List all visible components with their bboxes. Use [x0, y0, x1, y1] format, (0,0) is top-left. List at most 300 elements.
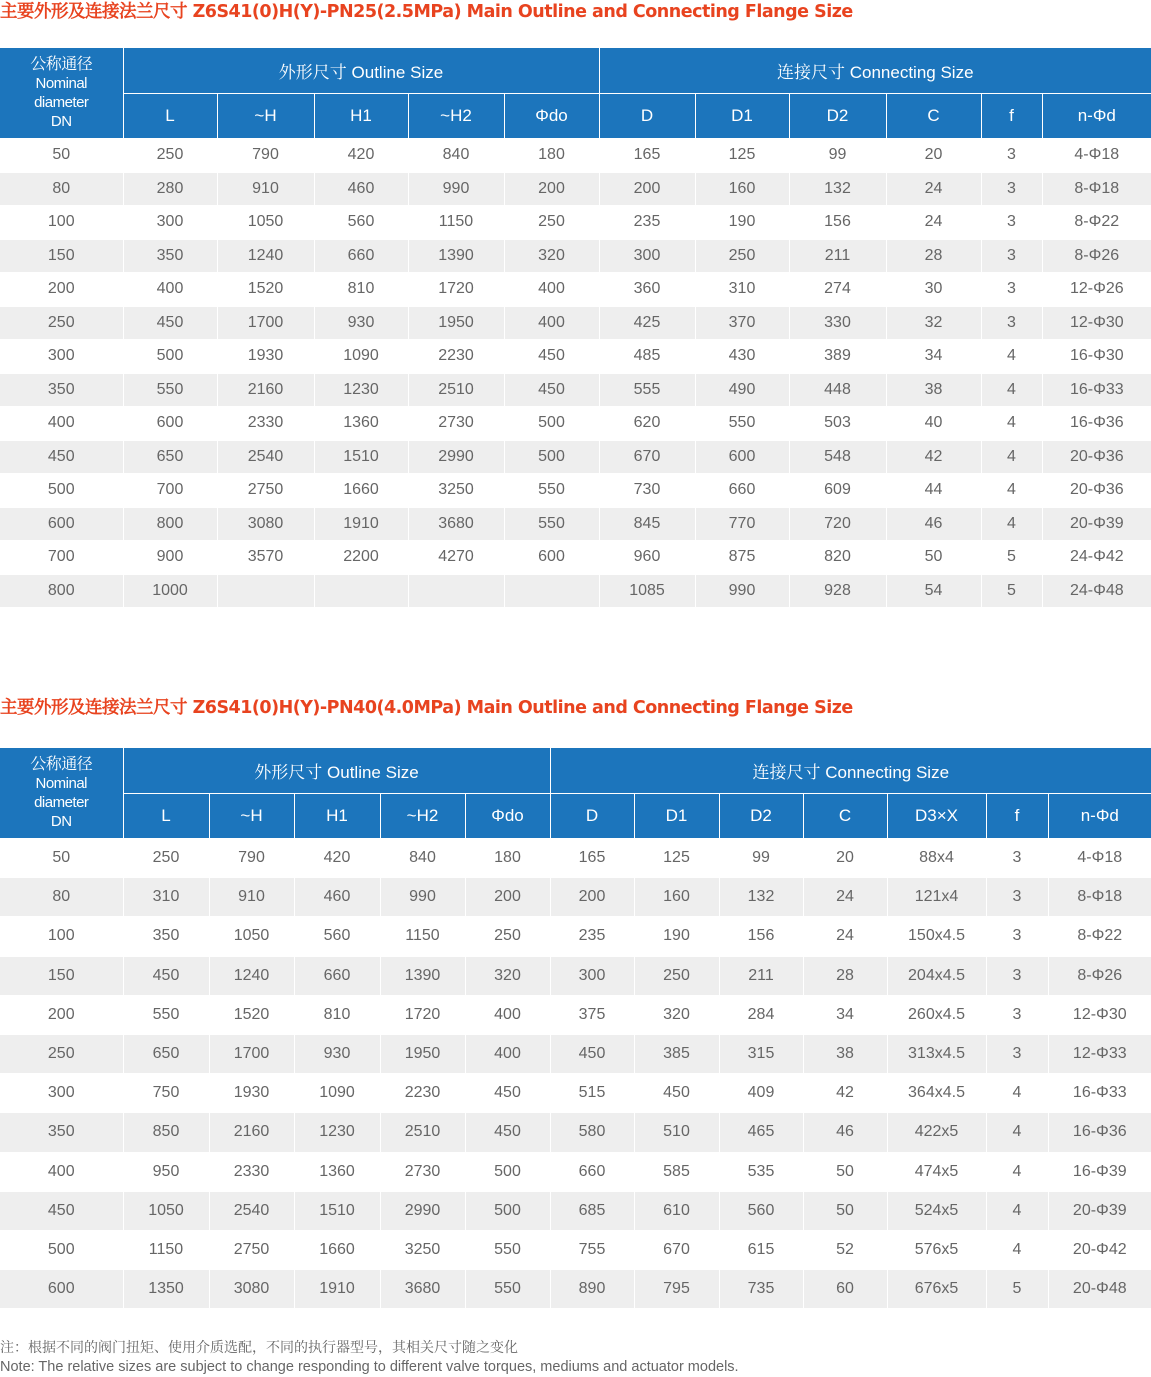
table-cell: 2510 [408, 373, 504, 407]
table-cell: 755 [550, 1230, 634, 1269]
table-cell: 1390 [408, 239, 504, 273]
table-row [0, 1074, 1151, 1113]
table-cell: 1240 [209, 956, 294, 995]
column-header: Φdo [504, 94, 599, 139]
table-cell: 550 [465, 1230, 550, 1269]
table-cell: 2750 [209, 1230, 294, 1269]
column-header: f [986, 794, 1048, 839]
table-cell: 1720 [408, 273, 504, 307]
table-cell: 610 [634, 1191, 719, 1230]
table-cell: 735 [719, 1270, 803, 1309]
table-cell: 700 [123, 474, 217, 508]
table-cell: 3 [986, 878, 1048, 917]
table-cell: 34 [886, 340, 981, 374]
dn-cell: 600 [0, 507, 123, 541]
table-cell: 420 [294, 839, 380, 878]
table-cell: 422x5 [887, 1113, 986, 1152]
dn-header: 公称通径 Nominal diameter DN [0, 748, 123, 839]
table-cell: 3680 [408, 507, 504, 541]
table-cell: 12-Φ33 [1048, 1034, 1151, 1073]
table-cell: 1700 [209, 1034, 294, 1073]
table-cell: 400 [504, 273, 599, 307]
table-cell: 20 [886, 139, 981, 173]
table-cell: 3 [981, 206, 1042, 240]
table-row [0, 574, 1151, 608]
table-row [0, 306, 1151, 340]
table-cell: 1150 [408, 206, 504, 240]
table-row [0, 995, 1151, 1034]
table-cell: 670 [599, 440, 695, 474]
table-cell: 1930 [209, 1074, 294, 1113]
table-cell: 165 [550, 839, 634, 878]
table-cell: 500 [465, 1191, 550, 1230]
table-row [0, 1034, 1151, 1073]
table-row [0, 407, 1151, 441]
table-cell: 2540 [217, 440, 314, 474]
dn-cell: 100 [0, 206, 123, 240]
table-cell: 450 [465, 1074, 550, 1113]
table-row [0, 139, 1151, 173]
dn-cell: 500 [0, 474, 123, 508]
column-header: ~H [209, 794, 294, 839]
table-cell: 1390 [380, 956, 465, 995]
table-cell: 4 [981, 407, 1042, 441]
note-english: Note: The relative sizes are subject to change responding to different valve torques, mediums and actuator models. [0, 1359, 739, 1375]
column-header: f [981, 94, 1042, 139]
table-cell: 660 [550, 1152, 634, 1191]
table-cell: 50 [803, 1191, 887, 1230]
table-cell: 8-Φ22 [1048, 917, 1151, 956]
table-cell: 28 [803, 956, 887, 995]
outline-size-header: 外形尺寸 Outline Size [123, 748, 550, 794]
dn-cell: 200 [0, 995, 123, 1034]
table-cell: 448 [789, 373, 886, 407]
table-cell: 44 [886, 474, 981, 508]
table-cell: 4 [986, 1230, 1048, 1269]
table-cell: 24 [886, 172, 981, 206]
table-cell: 580 [550, 1113, 634, 1152]
table-cell: 16-Φ33 [1048, 1074, 1151, 1113]
table-cell: 4 [981, 440, 1042, 474]
table-cell: 42 [886, 440, 981, 474]
table-cell [314, 574, 408, 608]
dn-cell: 150 [0, 956, 123, 995]
table-cell: 800 [123, 507, 217, 541]
table-cell: 790 [209, 839, 294, 878]
table-cell: 910 [209, 878, 294, 917]
table-cell: 389 [789, 340, 886, 374]
table-row [0, 373, 1151, 407]
column-header: D1 [634, 794, 719, 839]
table-cell: 500 [504, 407, 599, 441]
dn-cell: 350 [0, 1113, 123, 1152]
table-cell: 132 [789, 172, 886, 206]
table-row [0, 878, 1151, 917]
table-cell: 284 [719, 995, 803, 1034]
dn-cell: 250 [0, 1034, 123, 1073]
table-cell: 650 [123, 1034, 209, 1073]
table-cell: 350 [123, 917, 209, 956]
table-cell: 1360 [294, 1152, 380, 1191]
table-cell: 3250 [408, 474, 504, 508]
table-cell: 650 [123, 440, 217, 474]
table-cell: 3570 [217, 541, 314, 575]
table-row [0, 340, 1151, 374]
table-cell: 409 [719, 1074, 803, 1113]
table-cell: 310 [123, 878, 209, 917]
table-cell: 3 [981, 306, 1042, 340]
table-cell: 450 [504, 373, 599, 407]
table-cell: 485 [599, 340, 695, 374]
table-cell: 450 [634, 1074, 719, 1113]
table-cell: 360 [599, 273, 695, 307]
column-header: D2 [719, 794, 803, 839]
table-cell: 54 [886, 574, 981, 608]
table-cell: 250 [465, 917, 550, 956]
table-cell: 500 [123, 340, 217, 374]
table-cell: 20-Φ39 [1042, 507, 1151, 541]
table-cell: 156 [719, 917, 803, 956]
table-cell: 330 [789, 306, 886, 340]
table-cell: 5 [986, 1270, 1048, 1309]
table-cell: 50 [886, 541, 981, 575]
table-cell: 4 [981, 474, 1042, 508]
table-cell: 1090 [294, 1074, 380, 1113]
table-cell: 928 [789, 574, 886, 608]
table-cell: 1950 [408, 306, 504, 340]
table-cell: 450 [550, 1034, 634, 1073]
table-cell: 840 [408, 139, 504, 173]
table-cell: 125 [695, 139, 789, 173]
table-cell: 12-Φ26 [1042, 273, 1151, 307]
table-cell: 313x4.5 [887, 1034, 986, 1073]
column-header: n-Φd [1048, 794, 1151, 839]
table-cell: 400 [504, 306, 599, 340]
table-cell: 4-Φ18 [1048, 839, 1151, 878]
dn-header: 公称通径 Nominal diameter DN [0, 48, 123, 139]
table-cell: 1000 [123, 574, 217, 608]
table-cell: 548 [789, 440, 886, 474]
table-cell: 24-Φ42 [1042, 541, 1151, 575]
table-cell: 3 [986, 839, 1048, 878]
table-cell: 600 [123, 407, 217, 441]
table-cell: 1230 [314, 373, 408, 407]
table-row [0, 541, 1151, 575]
table-cell: 560 [314, 206, 408, 240]
table-cell: 1085 [599, 574, 695, 608]
table-cell: 2160 [209, 1113, 294, 1152]
table-cell: 1930 [217, 340, 314, 374]
table-row [0, 206, 1151, 240]
pn40-flange-table [0, 748, 1151, 1309]
table-cell: 20 [803, 839, 887, 878]
table-cell: 820 [789, 541, 886, 575]
table-cell: 4 [981, 373, 1042, 407]
table-cell: 24 [803, 917, 887, 956]
table-cell: 930 [294, 1034, 380, 1073]
table-cell: 2160 [217, 373, 314, 407]
dn-cell: 450 [0, 440, 123, 474]
table-cell: 315 [719, 1034, 803, 1073]
column-header: D [599, 94, 695, 139]
table-cell: 615 [719, 1230, 803, 1269]
table-cell: 2230 [380, 1074, 465, 1113]
table-cell: 510 [634, 1113, 719, 1152]
dn-cell: 500 [0, 1230, 123, 1269]
table-cell: 900 [123, 541, 217, 575]
table-cell: 535 [719, 1152, 803, 1191]
table-cell: 1230 [294, 1113, 380, 1152]
table-cell: 990 [380, 878, 465, 917]
table-cell: 730 [599, 474, 695, 508]
column-header: Φdo [465, 794, 550, 839]
table-cell: 450 [123, 956, 209, 995]
table-cell: 46 [803, 1113, 887, 1152]
note-chinese: 注：根据不同的阀门扭矩、使用介质选配，不同的执行器型号，其相关尺寸随之变化 [0, 1340, 518, 1356]
table-cell: 4 [986, 1113, 1048, 1152]
table-cell: 211 [719, 956, 803, 995]
table-cell [217, 574, 314, 608]
table-cell: 5 [981, 574, 1042, 608]
table-cell: 2990 [408, 440, 504, 474]
dn-cell: 100 [0, 917, 123, 956]
table-cell: 3680 [380, 1270, 465, 1309]
table-cell: 165 [599, 139, 695, 173]
table-cell: 385 [634, 1034, 719, 1073]
table1-title: 主要外形及连接法兰尺寸 Z6S41(0)H(Y)-PN25(2.5MPa) Main Outline and Connecting Flange Size [0, 2, 853, 22]
table-cell: 400 [465, 995, 550, 1034]
table-cell: 300 [123, 206, 217, 240]
table-cell: 890 [550, 1270, 634, 1309]
dn-cell: 80 [0, 878, 123, 917]
column-header: D1 [695, 94, 789, 139]
table-cell: 2730 [380, 1152, 465, 1191]
table-row [0, 172, 1151, 206]
table-cell: 160 [634, 878, 719, 917]
table-cell: 1090 [314, 340, 408, 374]
table-cell: 1050 [123, 1191, 209, 1230]
table-cell: 28 [886, 239, 981, 273]
table-cell: 180 [504, 139, 599, 173]
table-cell: 2510 [380, 1113, 465, 1152]
table-cell: 24-Φ48 [1042, 574, 1151, 608]
table-cell: 1950 [380, 1034, 465, 1073]
table-cell: 16-Φ33 [1042, 373, 1151, 407]
table-cell: 2230 [408, 340, 504, 374]
table-cell: 950 [123, 1152, 209, 1191]
table-cell: 450 [123, 306, 217, 340]
table-cell: 3 [981, 239, 1042, 273]
table-cell: 4 [986, 1152, 1048, 1191]
table-cell: 24 [886, 206, 981, 240]
table-cell: 310 [695, 273, 789, 307]
dn-cell: 300 [0, 340, 123, 374]
table-row [0, 1270, 1151, 1309]
dn-cell: 300 [0, 1074, 123, 1113]
table-cell: 180 [465, 839, 550, 878]
table-cell: 4 [981, 340, 1042, 374]
table-cell: 430 [695, 340, 789, 374]
table-cell: 1910 [314, 507, 408, 541]
table-cell: 1660 [314, 474, 408, 508]
table-cell: 2540 [209, 1191, 294, 1230]
table-cell: 190 [695, 206, 789, 240]
table-cell: 3080 [217, 507, 314, 541]
outline-size-header: 外形尺寸 Outline Size [123, 48, 599, 94]
table-cell: 370 [695, 306, 789, 340]
table-cell: 8-Φ22 [1042, 206, 1151, 240]
table-cell: 810 [314, 273, 408, 307]
table-cell: 503 [789, 407, 886, 441]
pn25-flange-table [0, 48, 1151, 608]
table-cell: 4 [986, 1074, 1048, 1113]
table-cell: 1050 [217, 206, 314, 240]
column-header: ~H [217, 94, 314, 139]
table-cell: 3 [981, 273, 1042, 307]
table-cell: 20-Φ39 [1048, 1191, 1151, 1230]
column-header: H1 [314, 94, 408, 139]
table-cell: 465 [719, 1113, 803, 1152]
table-cell: 1510 [314, 440, 408, 474]
table-cell: 250 [634, 956, 719, 995]
table-cell: 1150 [380, 917, 465, 956]
table-cell: 52 [803, 1230, 887, 1269]
table-cell: 200 [465, 878, 550, 917]
table-row [0, 839, 1151, 878]
table-cell: 20-Φ48 [1048, 1270, 1151, 1309]
table-cell: 3 [986, 917, 1048, 956]
table-row [0, 507, 1151, 541]
table-cell: 250 [695, 239, 789, 273]
table-cell: 60 [803, 1270, 887, 1309]
table-row [0, 1113, 1151, 1152]
table-cell: 460 [294, 878, 380, 917]
table-cell: 1520 [217, 273, 314, 307]
table-cell: 1360 [314, 407, 408, 441]
table-cell: 550 [695, 407, 789, 441]
table-cell: 795 [634, 1270, 719, 1309]
table-cell: 320 [465, 956, 550, 995]
table-cell: 750 [123, 1074, 209, 1113]
table-cell: 600 [504, 541, 599, 575]
table-row [0, 1152, 1151, 1191]
table-cell: 1150 [123, 1230, 209, 1269]
table-cell: 1910 [294, 1270, 380, 1309]
table-cell: 235 [599, 206, 695, 240]
table-cell: 555 [599, 373, 695, 407]
table-cell: 600 [695, 440, 789, 474]
table-cell: 720 [789, 507, 886, 541]
table-cell: 3 [986, 995, 1048, 1034]
table-cell: 420 [314, 139, 408, 173]
table-cell: 235 [550, 917, 634, 956]
table-cell: 20-Φ36 [1042, 474, 1151, 508]
table-cell: 840 [380, 839, 465, 878]
column-header: ~H2 [408, 94, 504, 139]
table-cell: 1520 [209, 995, 294, 1034]
dn-cell: 200 [0, 273, 123, 307]
dn-cell: 700 [0, 541, 123, 575]
table-cell: 770 [695, 507, 789, 541]
table-cell: 2330 [217, 407, 314, 441]
table-cell: 211 [789, 239, 886, 273]
table-cell: 375 [550, 995, 634, 1034]
table-cell: 2730 [408, 407, 504, 441]
table-cell: 474x5 [887, 1152, 986, 1191]
table-cell [408, 574, 504, 608]
table-cell: 676x5 [887, 1270, 986, 1309]
table-cell: 990 [408, 172, 504, 206]
table-cell: 46 [886, 507, 981, 541]
table-cell: 280 [123, 172, 217, 206]
table-cell: 400 [465, 1034, 550, 1073]
table-cell: 320 [504, 239, 599, 273]
dn-cell: 50 [0, 139, 123, 173]
column-header: C [886, 94, 981, 139]
dn-cell: 250 [0, 306, 123, 340]
table-cell: 190 [634, 917, 719, 956]
table-cell: 88x4 [887, 839, 986, 878]
table-cell: 150x4.5 [887, 917, 986, 956]
table-cell: 3 [981, 139, 1042, 173]
table-cell: 300 [599, 239, 695, 273]
table-cell: 300 [550, 956, 634, 995]
table-cell: 810 [294, 995, 380, 1034]
table-cell: 845 [599, 507, 695, 541]
table-cell: 450 [465, 1113, 550, 1152]
table-row [0, 273, 1151, 307]
table-row [0, 239, 1151, 273]
dn-cell: 600 [0, 1270, 123, 1309]
table-cell: 550 [465, 1270, 550, 1309]
table-cell: 930 [314, 306, 408, 340]
table-cell: 460 [314, 172, 408, 206]
table-cell: 3080 [209, 1270, 294, 1309]
table-cell: 132 [719, 878, 803, 917]
table-cell: 5 [981, 541, 1042, 575]
table-cell: 12-Φ30 [1042, 306, 1151, 340]
table-cell: 34 [803, 995, 887, 1034]
table-cell: 121x4 [887, 878, 986, 917]
table-cell: 670 [634, 1230, 719, 1269]
table-cell: 8-Φ18 [1048, 878, 1151, 917]
table-cell: 250 [123, 839, 209, 878]
table-cell: 550 [504, 507, 599, 541]
table-cell: 1510 [294, 1191, 380, 1230]
table-cell: 3 [981, 172, 1042, 206]
table-cell: 515 [550, 1074, 634, 1113]
table-cell [504, 574, 599, 608]
table-cell: 3 [986, 1034, 1048, 1073]
connecting-size-header: 连接尺寸 Connecting Size [599, 48, 1151, 94]
table-cell: 40 [886, 407, 981, 441]
table-cell: 4 [986, 1191, 1048, 1230]
table-cell: 2330 [209, 1152, 294, 1191]
column-header: ~H2 [380, 794, 465, 839]
table-cell: 42 [803, 1074, 887, 1113]
table-cell: 200 [599, 172, 695, 206]
table-cell: 30 [886, 273, 981, 307]
column-header: L [123, 94, 217, 139]
table-cell: 16-Φ30 [1042, 340, 1151, 374]
table-cell: 99 [719, 839, 803, 878]
table-cell: 20-Φ36 [1042, 440, 1151, 474]
table-cell: 875 [695, 541, 789, 575]
table-row [0, 1191, 1151, 1230]
table-cell: 620 [599, 407, 695, 441]
column-header: D [550, 794, 634, 839]
table-cell: 910 [217, 172, 314, 206]
